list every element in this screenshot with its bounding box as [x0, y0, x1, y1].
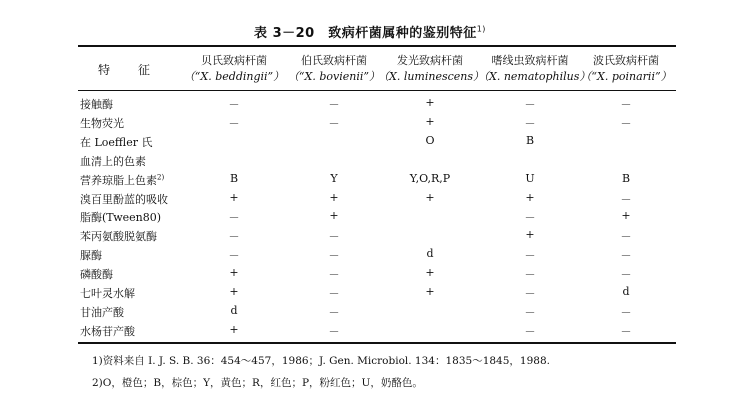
table-cell: U: [525, 171, 535, 185]
column-name: 发光致病杆菌: [397, 54, 463, 67]
feature-text: 溴百里酚蓝的吸收: [80, 192, 168, 206]
column-name: 贝氏致病杆菌: [201, 54, 267, 67]
feature-text: 生物荧光: [80, 116, 124, 130]
table-cell: －: [620, 98, 632, 111]
table-cell: +: [525, 190, 535, 204]
column-species: （X. luminescens）: [378, 70, 485, 83]
table-cell: －: [524, 98, 536, 111]
table-row: [0, 113, 740, 132]
table-cell: －: [524, 305, 536, 319]
table-cell: －: [524, 287, 536, 300]
table-cell: d: [622, 285, 630, 298]
table-cell: －: [328, 230, 340, 244]
table-title: [0, 22, 740, 41]
footnote-1: 1)资料来自 I. J. S. B. 36：454～457，1986；J. Gen. Microbiol. 134：1835～1845，1988.: [92, 355, 550, 367]
feature-label: [80, 247, 102, 263]
table-cell: +: [229, 266, 239, 280]
feature-label: [80, 228, 157, 244]
table-cell: －: [620, 116, 632, 130]
feature-text: 脂酶(Tween80): [80, 211, 162, 225]
feature-text: 磷酸酶: [80, 268, 113, 282]
table-cell: －: [620, 249, 632, 263]
feature-text: 苯丙氨酸脱氨酶: [80, 230, 157, 244]
table-cell: －: [328, 305, 340, 319]
title-footnote-ref: 1): [476, 24, 486, 34]
table-cell: +: [425, 114, 435, 128]
table-cell: －: [328, 287, 340, 300]
table-cell: －: [328, 98, 340, 111]
column-header-nematophilus: [478, 53, 591, 85]
table-row: [0, 283, 740, 302]
table-cell: +: [425, 96, 435, 109]
table-cell: －: [228, 116, 240, 130]
column-name: 波氏致病杆菌: [593, 54, 659, 67]
table-cell: －: [228, 249, 240, 263]
table-row: [0, 226, 740, 245]
table-cell: －: [620, 268, 632, 282]
table-row: [0, 321, 740, 340]
table-cell: Y: [330, 171, 338, 185]
table-cell: +: [425, 266, 435, 280]
table-cell: －: [524, 116, 536, 130]
feature-label: [80, 191, 168, 207]
column-species: （“X. poinarii”）: [580, 70, 672, 83]
feature-text: 在 Loeffler 氏: [80, 135, 153, 149]
feature-label: [80, 304, 124, 320]
table-cell: +: [229, 322, 239, 336]
table-cell: B: [621, 171, 631, 185]
table-cell: B: [525, 133, 535, 147]
table-cell: d: [426, 247, 434, 261]
table-row: [0, 151, 740, 170]
table-cell: +: [229, 285, 239, 298]
column-header-bovienii: [282, 53, 386, 85]
feature-label: [80, 172, 164, 188]
table-cell: +: [329, 209, 339, 223]
table-cell: O: [425, 133, 435, 147]
footnote-2: 2)O，橙色；B，棕色；Y，黄色；R，红色；P，粉红色；U，奶酪色。: [92, 377, 423, 389]
table-title-text: 表 3－20 致病杆菌属种的鉴别特征: [254, 26, 477, 41]
table-cell: －: [328, 268, 340, 282]
table-row: [0, 245, 740, 264]
table-cell: d: [230, 303, 238, 317]
table-cell: －: [228, 230, 240, 244]
feature-label: [80, 115, 124, 131]
table-cell: －: [524, 249, 536, 263]
column-header-poinarii: [574, 53, 678, 85]
table-cell: －: [328, 116, 340, 130]
column-header-beddingii: [182, 53, 286, 85]
feature-text: 脲酶: [80, 249, 102, 263]
table-cell: －: [620, 230, 632, 244]
table-cell: +: [425, 285, 435, 298]
feature-footnote-ref: 2): [157, 172, 165, 181]
table-cell: －: [620, 305, 632, 319]
column-species: （X. nematophilus）: [478, 70, 591, 83]
feature-label: [80, 285, 135, 301]
feature-text: 七叶灵水解: [80, 287, 135, 300]
table-row: [0, 302, 740, 321]
table-cell: +: [621, 209, 631, 223]
column-header-luminescens: [378, 53, 485, 85]
table-row: [0, 132, 740, 151]
table-cell: －: [620, 324, 632, 338]
table-cell: +: [329, 190, 339, 204]
column-name: 伯氏致病杆菌: [301, 54, 367, 67]
table-row: [0, 94, 740, 113]
table-cell: +: [525, 228, 535, 242]
table-cell: +: [229, 190, 239, 204]
bottom-rule: [78, 342, 676, 344]
top-rule: [78, 45, 676, 47]
table-cell: －: [228, 211, 240, 225]
table-cell: +: [425, 190, 435, 204]
column-name: 嗜线虫致病杆菌: [491, 54, 569, 67]
table-cell: －: [328, 249, 340, 263]
feature-text: 营养琼脂上色素: [80, 173, 157, 187]
feature-label: [80, 153, 146, 169]
table-cell: －: [328, 324, 340, 338]
table-cell: Y,O,R,P: [409, 171, 451, 185]
feature-label: [80, 323, 135, 339]
table-row: [0, 264, 740, 283]
table-cell: －: [620, 192, 632, 206]
feature-label: [80, 209, 161, 225]
table-cell: B: [229, 171, 239, 185]
header-rule: [78, 90, 676, 91]
feature-label: [80, 96, 113, 112]
table-row: [0, 189, 740, 208]
table-row: [0, 170, 740, 189]
table-cell: －: [524, 211, 536, 225]
feature-text: 水杨苷产酸: [80, 324, 135, 338]
feature-label: [80, 134, 153, 150]
feature-text: 甘油产酸: [80, 305, 124, 319]
table-cell: －: [524, 268, 536, 282]
feature-text: 血清上的色素: [80, 154, 146, 168]
table-row: [0, 207, 740, 226]
column-species: （“X. beddingii”）: [183, 70, 285, 83]
column-species: （“X. bovienii”）: [287, 70, 381, 83]
table-cell: －: [524, 324, 536, 338]
table-cell: －: [228, 98, 240, 111]
feature-label: [80, 266, 113, 282]
feature-column-header: 特征: [98, 63, 179, 77]
feature-text: 接触酶: [80, 98, 113, 111]
